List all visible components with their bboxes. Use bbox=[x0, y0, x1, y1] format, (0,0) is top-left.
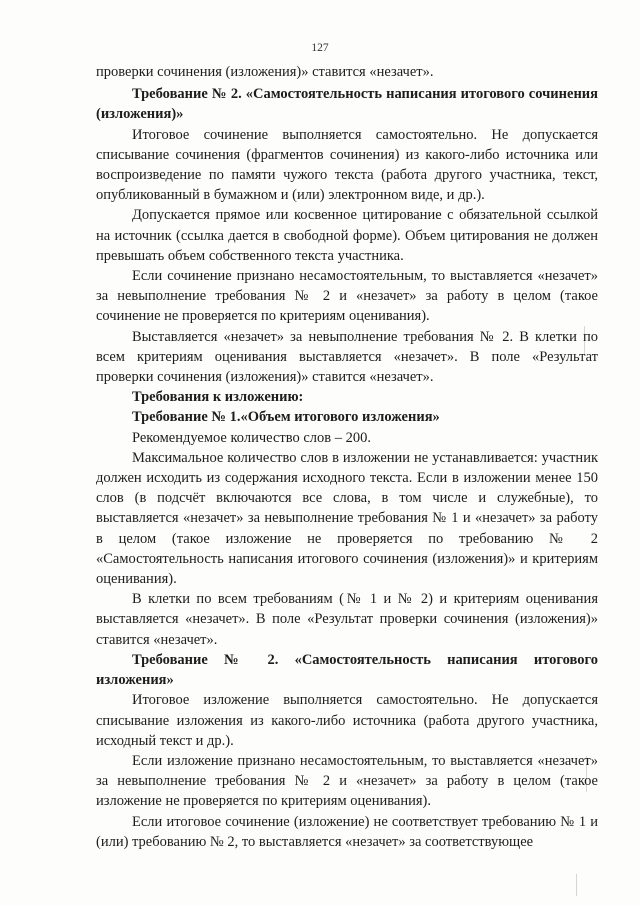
document-body bbox=[96, 62, 598, 852]
paragraph-non-independent-presentation: Если изложение признано несамостоятельным, то выставляется «незачет» за невыполнение требования № 2 и «незачет» за работу в целом (такое изложение не проверяется по критериям оценивания). bbox=[96, 752, 598, 810]
paragraph-continuation: проверки сочинения (изложения)» ставится «незачет». bbox=[96, 64, 434, 80]
scan-artifact-line bbox=[576, 874, 577, 896]
heading-requirement-2-essay: Требование № 2. «Самостоятельность написания итогового сочинения (изложения)» bbox=[96, 86, 598, 123]
heading-presentation-requirements: Требования к изложению: bbox=[132, 389, 304, 406]
paragraph-requirements-fail: В клетки по всем требованиям (№ 1 и № 2) и критериям оценивания выставляется «незачет». В поле «Результат проверки сочинения (изложения)» ставится «незачет». bbox=[96, 591, 598, 648]
page-number: 127 bbox=[311, 42, 329, 54]
paragraph-citation-rules: Допускается прямое или косвенное цитирование с обязательной ссылкой на источник (ссылка дается в свободной форме). Объем цитирования не должен превышать объем собственного текста участника. bbox=[96, 207, 598, 264]
paragraph-independent-presentation: Итоговое изложение выполняется самостоятельно. Не допускается списывание изложения из какого-либо источника (работа другого участника, исходный текст и др.). bbox=[96, 692, 598, 749]
paragraph-fail-marking: Выставляется «незачет» за невыполнение требования № 2. В клетки по всем критериям оценивания выставляется «незачет». В поле «Результат проверки сочинения (изложения)» ставится «незачет». bbox=[96, 328, 598, 386]
heading-requirement-1-volume: Требование № 1.«Объем итогового изложения» bbox=[132, 409, 440, 426]
paragraph-word-count-rules: Максимальное количество слов в изложении не устанавливается: участник должен исходить из содержания исходного текста. Если в изложении менее 150 слов (в подсчёт включаются все слова, в том числе и служебные), то выставляется «незачет» за невыполнение требования № 1 и «незачет» за работу в целом (такое изложение не проверяется по требованию № 2 «Самостоятельность написания итогового сочинения (изложения)» и критериям оценивания). bbox=[96, 449, 598, 588]
heading-requirement-2-presentation: Требование № 2. «Самостоятельность написания итогового изложения» bbox=[96, 651, 598, 689]
paragraph-final-requirement: Если итоговое сочинение (изложение) не соответствует требованию № 1 и (или) требованию № 2, то выставляется «незачет» за соответствующее bbox=[96, 813, 598, 850]
paragraph-independent-writing: Итоговое сочинение выполняется самостоятельно. Не допускается списывание сочинения (фрагментов сочинения) из какого-либо источника или воспроизведение по памяти чужого текста (работа другого участника, текст, опубликованный в бумажном и (или) электронном виде, и др.). bbox=[96, 126, 598, 204]
paragraph-non-independent-essay: Если сочинение признано несамостоятельным, то выставляется «незачет» за невыполнение требования № 2 и «незачет» за работу в целом (такое сочинение не проверяется по критериям оценивания). bbox=[96, 268, 598, 325]
paragraph-recommended-words: Рекомендуемое количество слов – 200. bbox=[132, 429, 371, 446]
